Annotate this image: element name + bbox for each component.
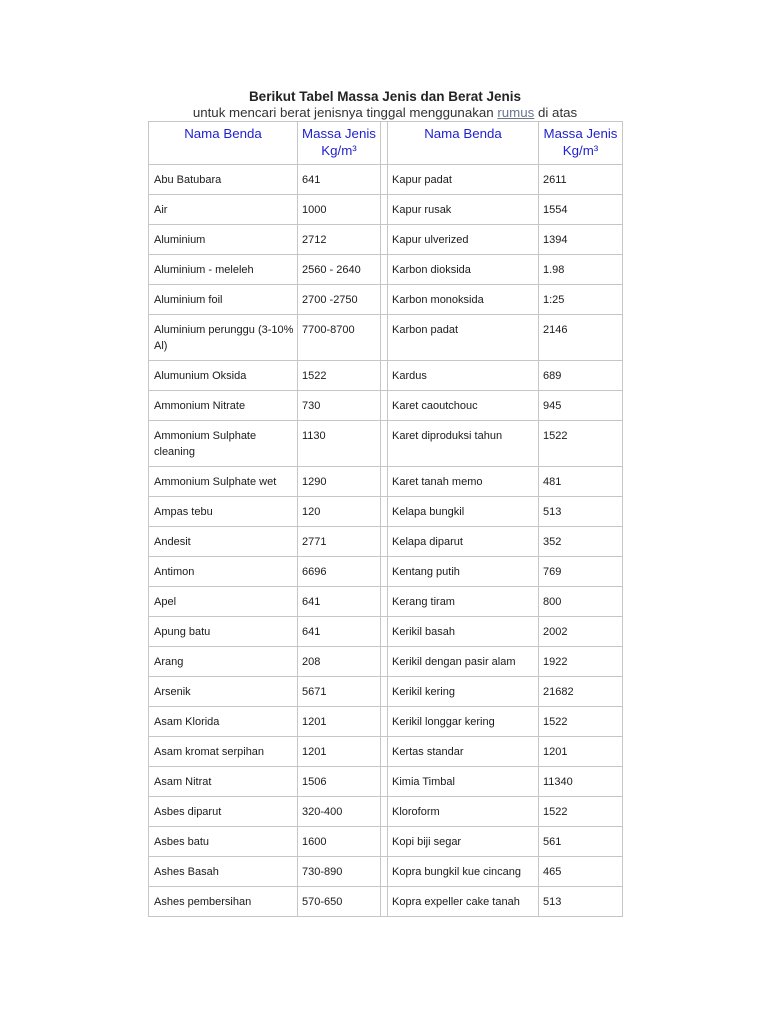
right-name-cell: Karet diproduksi tahun <box>388 421 539 467</box>
right-density-cell: 1:25 <box>539 285 623 315</box>
left-name-cell: Ammonium Sulphate cleaning <box>149 421 298 467</box>
spacer-cell <box>381 195 388 225</box>
right-density-cell: 1522 <box>539 421 623 467</box>
left-density-cell: 1201 <box>298 737 381 767</box>
left-density-cell: 5671 <box>298 677 381 707</box>
document-page <box>148 88 622 917</box>
right-density-cell: 1922 <box>539 647 623 677</box>
spacer-cell <box>381 887 388 917</box>
table-row <box>149 617 623 647</box>
right-density-cell: 465 <box>539 857 623 887</box>
table-row <box>149 557 623 587</box>
left-density-cell: 2712 <box>298 225 381 255</box>
left-name-cell: Aluminium <box>149 225 298 255</box>
right-name-cell: Kerikil basah <box>388 617 539 647</box>
right-density-cell: 561 <box>539 827 623 857</box>
header-massa-jenis-right <box>539 122 623 165</box>
subtitle-text-before: untuk mencari berat jenisnya tinggal menggunakan <box>192 105 498 120</box>
table-row <box>149 421 623 467</box>
header-massa-jenis-label: Massa Jenis <box>543 126 618 141</box>
right-name-cell: Kardus <box>388 361 539 391</box>
right-density-cell: 2611 <box>539 165 623 195</box>
right-name-cell: Kapur rusak <box>388 195 539 225</box>
right-name-cell: Kelapa bungkil <box>388 497 539 527</box>
table-row <box>149 677 623 707</box>
spacer-cell <box>381 361 388 391</box>
table-row <box>149 797 623 827</box>
right-density-cell: 945 <box>539 391 623 421</box>
right-density-cell: 352 <box>539 527 623 557</box>
right-name-cell: Kertas standar <box>388 737 539 767</box>
table-body <box>149 165 623 917</box>
left-density-cell: 641 <box>298 617 381 647</box>
left-density-cell: 1130 <box>298 421 381 467</box>
right-name-cell: Kopi biji segar <box>388 827 539 857</box>
right-density-cell: 513 <box>539 887 623 917</box>
header-massa-jenis-label: Massa Jenis <box>302 126 376 141</box>
right-name-cell: Karbon monoksida <box>388 285 539 315</box>
spacer-cell <box>381 587 388 617</box>
right-name-cell: Karbon dioksida <box>388 255 539 285</box>
left-density-cell: 570-650 <box>298 887 381 917</box>
left-name-cell: Asam Klorida <box>149 707 298 737</box>
table-row <box>149 767 623 797</box>
left-density-cell: 6696 <box>298 557 381 587</box>
left-name-cell: Ammonium Sulphate wet <box>149 467 298 497</box>
spacer-cell <box>381 557 388 587</box>
right-name-cell: Kopra expeller cake tanah <box>388 887 539 917</box>
right-density-cell: 800 <box>539 587 623 617</box>
rumus-link[interactable]: rumus <box>497 105 535 120</box>
table-row <box>149 887 623 917</box>
left-name-cell: Asam Nitrat <box>149 767 298 797</box>
table-row <box>149 647 623 677</box>
left-name-cell: Asbes diparut <box>149 797 298 827</box>
table-row <box>149 165 623 195</box>
table-row <box>149 285 623 315</box>
header-nama-benda-left: Nama Benda <box>149 122 298 165</box>
spacer-cell <box>381 165 388 195</box>
spacer-cell <box>381 677 388 707</box>
header-nama-benda-right: Nama Benda <box>388 122 539 165</box>
spacer-cell <box>381 857 388 887</box>
spacer-cell <box>381 391 388 421</box>
table-row <box>149 857 623 887</box>
right-name-cell: Kapur ulverized <box>388 225 539 255</box>
spacer-cell <box>381 225 388 255</box>
table-row <box>149 315 623 361</box>
right-density-cell: 2002 <box>539 617 623 647</box>
table-row <box>149 707 623 737</box>
spacer-cell <box>381 707 388 737</box>
left-name-cell: Apung batu <box>149 617 298 647</box>
spacer-cell <box>381 467 388 497</box>
right-density-cell: 513 <box>539 497 623 527</box>
right-name-cell: Kimia Timbal <box>388 767 539 797</box>
spacer-cell <box>381 647 388 677</box>
left-density-cell: 7700-8700 <box>298 315 381 361</box>
left-name-cell: Air <box>149 195 298 225</box>
right-name-cell: Kapur padat <box>388 165 539 195</box>
right-name-cell: Kelapa diparut <box>388 527 539 557</box>
table-row <box>149 737 623 767</box>
left-name-cell: Antimon <box>149 557 298 587</box>
spacer-cell <box>381 285 388 315</box>
right-density-cell: 1554 <box>539 195 623 225</box>
left-density-cell: 2771 <box>298 527 381 557</box>
left-density-cell: 1506 <box>298 767 381 797</box>
table-row <box>149 391 623 421</box>
right-name-cell: Karet tanah memo <box>388 467 539 497</box>
header-massa-jenis-left <box>298 122 381 165</box>
left-name-cell: Aluminium foil <box>149 285 298 315</box>
right-name-cell: Kerikil longgar kering <box>388 707 539 737</box>
table-row <box>149 587 623 617</box>
left-name-cell: Asbes batu <box>149 827 298 857</box>
right-name-cell: Kopra bungkil kue cincang <box>388 857 539 887</box>
right-name-cell: Kerikil kering <box>388 677 539 707</box>
right-name-cell: Kloroform <box>388 797 539 827</box>
spacer-cell <box>381 737 388 767</box>
right-name-cell: Kentang putih <box>388 557 539 587</box>
spacer-cell <box>381 527 388 557</box>
left-name-cell: Arang <box>149 647 298 677</box>
page-subtitle <box>148 105 622 121</box>
left-name-cell: Andesit <box>149 527 298 557</box>
right-density-cell: 2146 <box>539 315 623 361</box>
left-density-cell: 730-890 <box>298 857 381 887</box>
left-name-cell: Ashes pembersihan <box>149 887 298 917</box>
left-name-cell: Asam kromat serpihan <box>149 737 298 767</box>
left-density-cell: 120 <box>298 497 381 527</box>
header-unit-label: Kg/m³ <box>321 143 357 158</box>
right-density-cell: 689 <box>539 361 623 391</box>
right-density-cell: 1522 <box>539 797 623 827</box>
left-density-cell: 1522 <box>298 361 381 391</box>
left-name-cell: Ampas tebu <box>149 497 298 527</box>
spacer-cell <box>381 497 388 527</box>
right-density-cell: 1201 <box>539 737 623 767</box>
spacer-cell <box>381 767 388 797</box>
table-row <box>149 827 623 857</box>
spacer-cell <box>381 122 388 165</box>
right-density-cell: 11340 <box>539 767 623 797</box>
left-name-cell: Aluminium - meleleh <box>149 255 298 285</box>
right-name-cell: Karet caoutchouc <box>388 391 539 421</box>
left-density-cell: 2700 -2750 <box>298 285 381 315</box>
spacer-cell <box>381 255 388 285</box>
left-name-cell: Ammonium Nitrate <box>149 391 298 421</box>
density-table <box>148 121 623 917</box>
right-density-cell: 1394 <box>539 225 623 255</box>
table-row <box>149 195 623 225</box>
table-row <box>149 225 623 255</box>
left-density-cell: 1600 <box>298 827 381 857</box>
right-name-cell: Karbon padat <box>388 315 539 361</box>
table-row <box>149 467 623 497</box>
right-name-cell: Kerikil dengan pasir alam <box>388 647 539 677</box>
left-density-cell: 730 <box>298 391 381 421</box>
right-density-cell: 21682 <box>539 677 623 707</box>
page-title: Berikut Tabel Massa Jenis dan Berat Jenis <box>248 89 522 104</box>
spacer-cell <box>381 797 388 827</box>
left-density-cell: 641 <box>298 587 381 617</box>
table-header-row <box>149 122 623 165</box>
header-unit-label: Kg/m³ <box>562 143 599 158</box>
table-row <box>149 497 623 527</box>
left-density-cell: 2560 - 2640 <box>298 255 381 285</box>
right-density-cell: 1.98 <box>539 255 623 285</box>
left-density-cell: 208 <box>298 647 381 677</box>
spacer-cell <box>381 827 388 857</box>
left-density-cell: 1201 <box>298 707 381 737</box>
spacer-cell <box>381 315 388 361</box>
left-name-cell: Abu Batubara <box>149 165 298 195</box>
table-row <box>149 527 623 557</box>
table-row <box>149 255 623 285</box>
subtitle-text-after: di atas <box>534 105 578 120</box>
table-row <box>149 361 623 391</box>
right-density-cell: 481 <box>539 467 623 497</box>
left-density-cell: 641 <box>298 165 381 195</box>
right-density-cell: 769 <box>539 557 623 587</box>
left-name-cell: Alumunium Oksida <box>149 361 298 391</box>
spacer-cell <box>381 421 388 467</box>
left-name-cell: Ashes Basah <box>149 857 298 887</box>
left-name-cell: Apel <box>149 587 298 617</box>
spacer-cell <box>381 617 388 647</box>
left-density-cell: 320-400 <box>298 797 381 827</box>
left-name-cell: Arsenik <box>149 677 298 707</box>
right-density-cell: 1522 <box>539 707 623 737</box>
left-density-cell: 1000 <box>298 195 381 225</box>
right-name-cell: Kerang tiram <box>388 587 539 617</box>
left-name-cell: Aluminium perunggu (3-10% Al) <box>149 315 298 361</box>
left-density-cell: 1290 <box>298 467 381 497</box>
